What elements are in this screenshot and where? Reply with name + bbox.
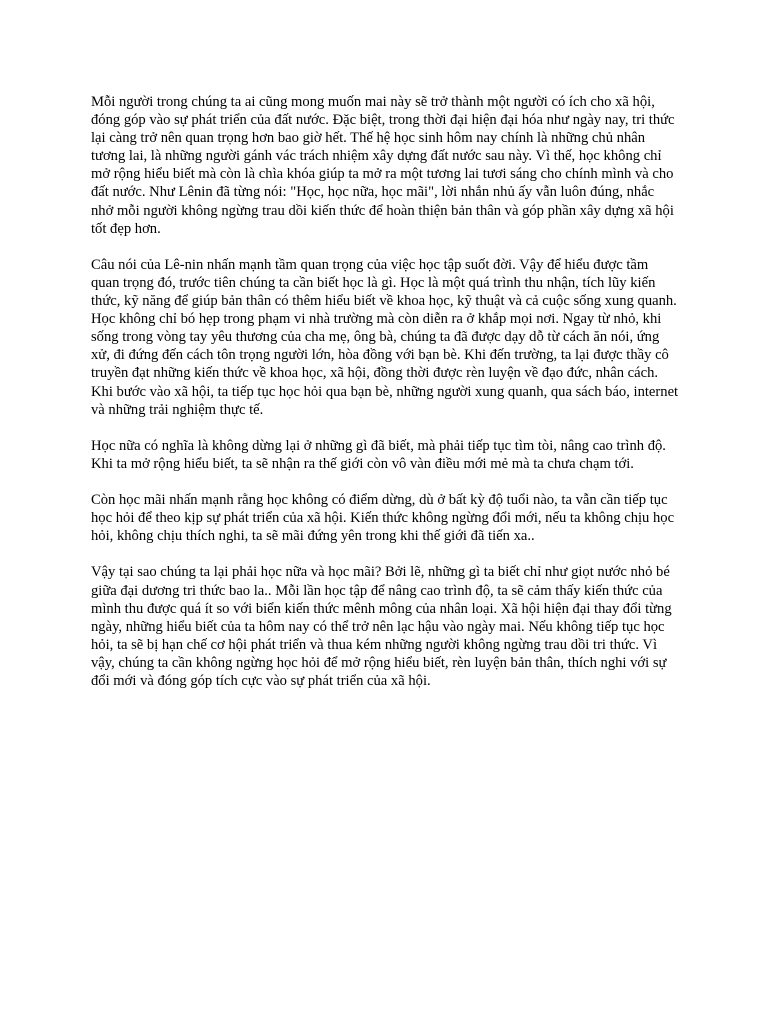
paragraph-2: Câu nói của Lê-nin nhấn mạnh tầm quan trọng của việc học tập suốt đời. Vậy để hiểu được tầm quan trọng đó, trước tiên chúng ta cần biết học là gì. Học là một quá trình thu nhận, tích lũy kiến thức, kỹ năng để giúp bản thân có thêm hiểu biết về khoa học, kỹ thuật và cả cuộc sống xung quanh. Học không chỉ bó hẹp trong phạm vi nhà trường mà còn diễn ra ở khắp mọi nơi. Ngay từ nhỏ, khi sống trong vòng tay yêu thương của cha mẹ, ông bà, chúng ta đã được dạy dỗ từ cách ăn nói, ứng xử, đi đứng đến cách tôn trọng người lớn, hòa đồng với bạn bè. Khi đến trường, ta lại được thầy cô truyền đạt những kiến thức về khoa học, xã hội, đồng thời được rèn luyện về đạo đức, nhân cách. Khi bước vào xã hội, ta tiếp tục học hỏi qua bạn bè, những người xung quanh, qua sách báo, internet và những trải nghiệm thực tế.: [91, 256, 679, 418]
paragraph-5: Vậy tại sao chúng ta lại phải học nữa và học mãi? Bởi lẽ, những gì ta biết chỉ như giọt nước nhỏ bé giữa đại dương tri thức bao la.. Mỗi lần học tập để nâng cao trình độ, ta sẽ cảm thấy kiến thức của mình thu được quá ít so với biển kiến thức mênh mông của nhân loại. Xã hội hiện đại thay đổi từng ngày, những hiểu biết của ta hôm nay có thể trở nên lạc hậu vào ngày mai. Nếu không tiếp tục học hỏi, ta sẽ bị hạn chế cơ hội phát triển và thua kém những người không ngừng trau dồi tri thức. Vì vậy, chúng ta cần không ngừng học hỏi để mở rộng hiểu biết, rèn luyện bản thân, thích nghi với sự đổi mới và đóng góp tích cực vào sự phát triển của xã hội.: [91, 564, 672, 689]
paragraph-1: Mỗi người trong chúng ta ai cũng mong muốn mai này sẽ trở thành một người có ích cho xã hội, đóng góp vào sự phát triển của đất nước. Đặc biệt, trong thời đại hiện đại hóa như ngày nay, tri thức lại càng trở nên quan trọng hơn bao giờ hết. Thế hệ học sinh hôm nay chính là những chủ nhân tương lai, là những người gánh vác trách nhiệm xây dựng đất nước sau này. Vì thế, học không chỉ mở rộng hiểu biết mà còn là chìa khóa giúp ta mở ra một tương lai tươi sáng cho chính mình và cho đất nước. Như Lênin đã từng nói: "Học, học nữa, học mãi", lời nhắn nhủ ấy vẫn luôn đúng, nhắc nhở mỗi người không ngừng trau dồi kiến thức để hoàn thiện bản thân và góp phần xây dựng xã hội tốt đẹp hơn.: [91, 94, 675, 237]
document-page: [91, 93, 679, 708]
paragraph-4: Còn học mãi nhấn mạnh rằng học không có điểm dừng, dù ở bất kỳ độ tuổi nào, ta vẫn cần tiếp tục học hỏi để theo kịp sự phát triển của xã hội. Kiến thức không ngừng đổi mới, nếu ta không chịu học hỏi, không chịu thích nghi, ta sẽ mãi đứng yên trong khi thế giới đã tiến xa..: [91, 492, 675, 545]
paragraph-3: Học nữa có nghĩa là không dừng lại ở những gì đã biết, mà phải tiếp tục tìm tòi, nâng cao trình độ. Khi ta mở rộng hiểu biết, ta sẽ nhận ra thế giới còn vô vàn điều mới mẻ mà ta chưa chạm tới.: [91, 437, 666, 472]
